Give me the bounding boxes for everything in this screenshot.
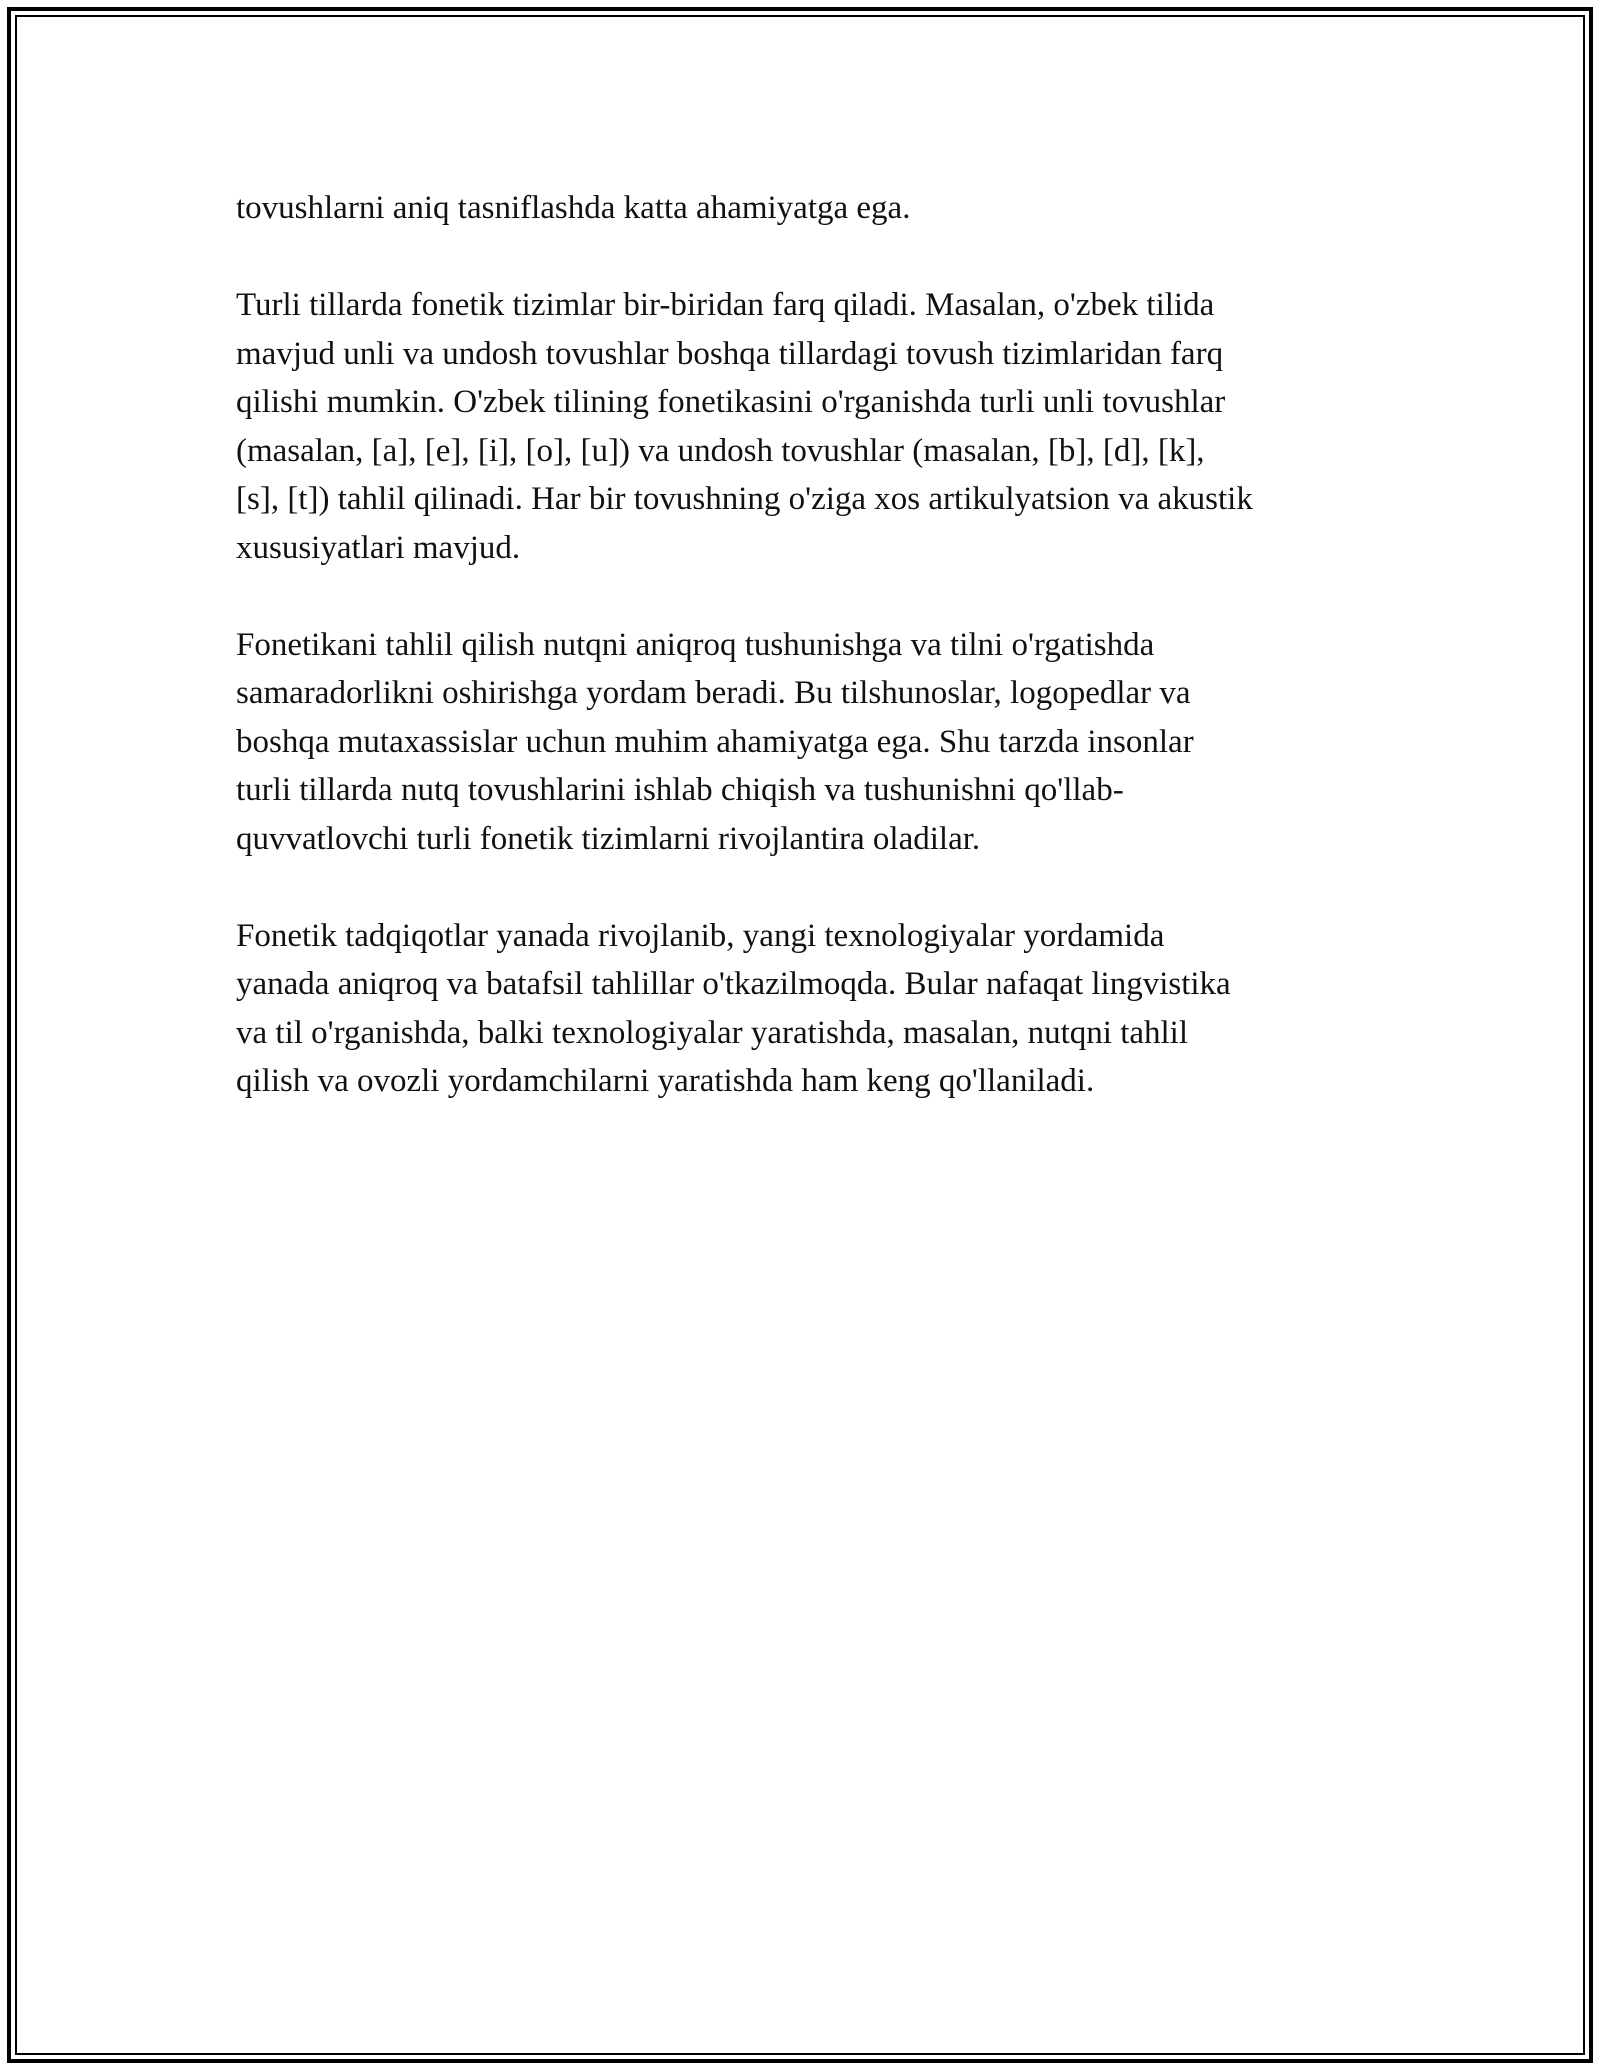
paragraph-1: tovushlarni aniq tasniflashda katta ahamiyatga ega. <box>236 190 911 226</box>
paragraph-3: Fonetikani tahlil qilish nutqni aniqroq tushunishga va tilni o'rgatishda samaradorlikni oshirishga yordam beradi. Bu tilshunoslar, logopedlar va boshqa mutaxassislar uchun muhim ahamiyatga ega. Shu tarzda insonlar turli tillarda nutq tovushlarini ishlab chiqish va tushunishni qo'llab- quvvatlovchi turli fonetik tizimlarni rivojlantira oladilar. <box>236 626 1194 857</box>
paragraph-4: Fonetik tadqiqotlar yanada rivojlanib, yangi texnologiyalar yordamida yanada aniqroq va batafsil tahlillar o'tkazilmoqda. Bular nafaqat lingvistika va til o'rganishda, balki texnologiyalar yaratishda, masalan, nutqni tahlil qilish va ovozli yordamchilarni yaratishda ham keng qo'llaniladi. <box>236 917 1231 1099</box>
document-body <box>236 184 1366 1154</box>
paragraph-2: Turli tillarda fonetik tizimlar bir-biridan farq qiladi. Masalan, o'zbek tilida mavjud unli va undosh tovushlar boshqa tillardagi tovush tizimlaridan farq qilishi mumkin. O'zbek tilining fonetikasini o'rganishda turli unli tovushlar (masalan, [a], [e], [i], [o], [u]) va undosh tovushlar (masalan, [b], [d], [k], [s], [t]) tahlil qilinadi. Har bir tovushning o'ziga xos artikulyatsion va akustik xususiyatlari mavjud. <box>236 287 1253 566</box>
